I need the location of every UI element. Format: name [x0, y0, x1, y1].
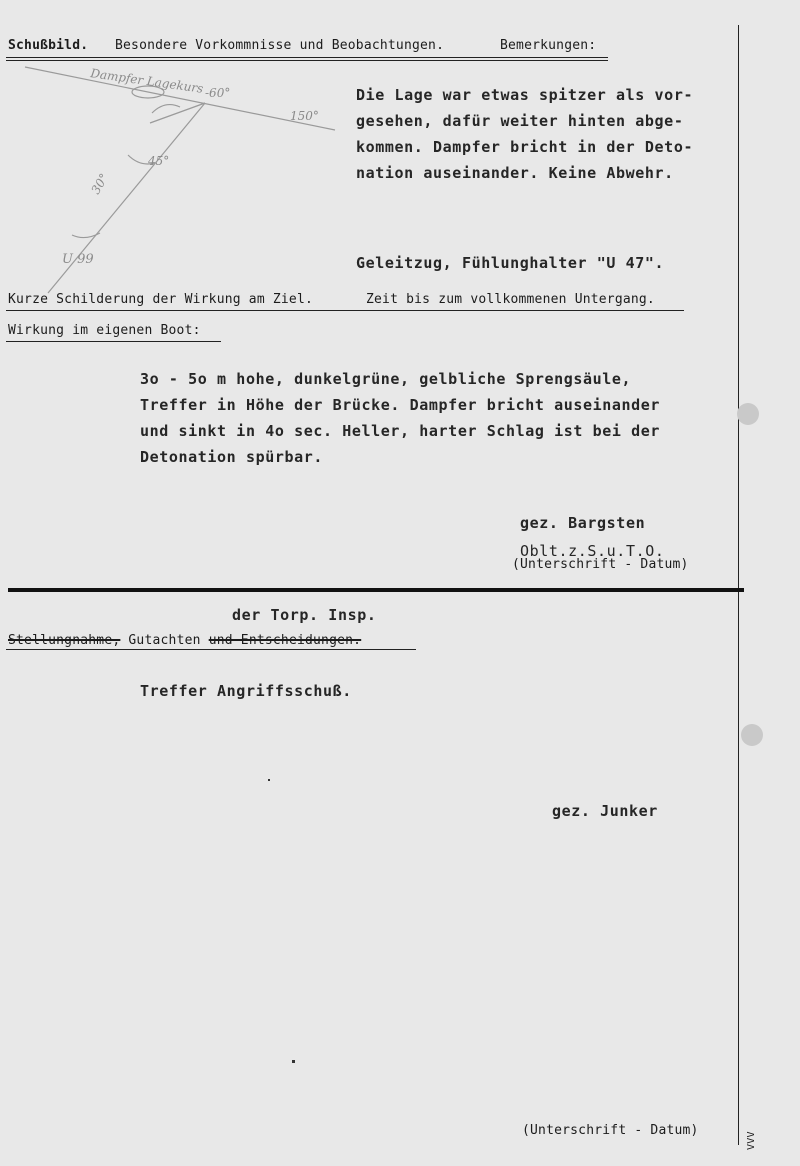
remarks-line-1: Die Lage war etwas spitzer als vor-: [356, 86, 694, 104]
header-label-bemerkungen: Bemerkungen:: [500, 38, 597, 53]
right-margin-rule: [738, 25, 739, 1145]
punch-hole-upper: [737, 403, 759, 425]
remarks-line-2: gesehen, dafür weiter hinten abge-: [356, 112, 684, 130]
signature1-rank: Oblt.z.S.u.T.O.: [520, 542, 665, 560]
section-label-untergang: Zeit bis zum vollkommenen Untergang.: [366, 292, 655, 307]
inspection-title: der Torp. Insp.: [232, 606, 377, 624]
sketch-angle-60: -60°: [205, 86, 231, 100]
effect-line-1: 3o - 5o m hohe, dunkelgrüne, gelbliche Sprengsäule,: [140, 370, 632, 388]
struck-entscheidungen: und Entscheidungen.: [208, 633, 362, 648]
inspection-header: [8, 633, 361, 648]
ink-speck: [268, 779, 270, 781]
punch-hole-lower: [741, 724, 763, 746]
remarks-line-3: kommen. Dampfer bricht in der Deto-: [356, 138, 694, 156]
remarks-line-4: nation auseinander. Keine Abwehr.: [356, 164, 674, 182]
signature1-caption: (Unterschrift - Datum): [512, 557, 689, 572]
inspection-underline: [6, 649, 416, 650]
convoy-note: Geleitzug, Fühlunghalter "U 47".: [356, 254, 665, 272]
section-separator: [8, 588, 744, 592]
effect-line-3: und sinkt in 4o sec. Heller, harter Schlag ist bei der: [140, 422, 661, 440]
header-label-schussbild: Schußbild.: [8, 38, 89, 53]
header-label-vorkommnisse: Besondere Vorkommnisse und Beobachtungen.: [115, 38, 445, 53]
sketch-angle-30: 30°: [88, 171, 112, 197]
section2-underline: [6, 310, 684, 311]
ink-speck-2: [292, 1060, 295, 1063]
gutachten-label: Gutachten: [128, 633, 201, 648]
signature2-caption: (Unterschrift - Datum): [522, 1123, 699, 1138]
signature2-name: gez. Junker: [552, 802, 658, 820]
effect-line-2: Treffer in Höhe der Brücke. Dampfer bricht auseinander: [140, 396, 661, 414]
effect-line-4: Detonation spürbar.: [140, 448, 323, 466]
firing-sketch: [0, 55, 360, 295]
sketch-angle-150: 150°: [290, 109, 319, 123]
section3-underline: [6, 341, 221, 342]
inspection-verdict: Treffer Angriffsschuß.: [140, 682, 352, 700]
section-label-wirkung-ziel: Kurze Schilderung der Wirkung am Ziel.: [8, 292, 314, 307]
margin-mark: VVV: [746, 1131, 757, 1150]
sketch-angle-45: 45°: [148, 154, 170, 168]
section-label-eigenes-boot: Wirkung im eigenen Boot:: [8, 323, 201, 338]
sketch-boat-label: U 99: [62, 252, 94, 267]
signature1-name: gez. Bargsten: [520, 514, 646, 532]
struck-stellungnahme: Stellungnahme,: [8, 633, 121, 648]
sketch-annot-top: Dampfer Lagekurs: [89, 66, 205, 96]
